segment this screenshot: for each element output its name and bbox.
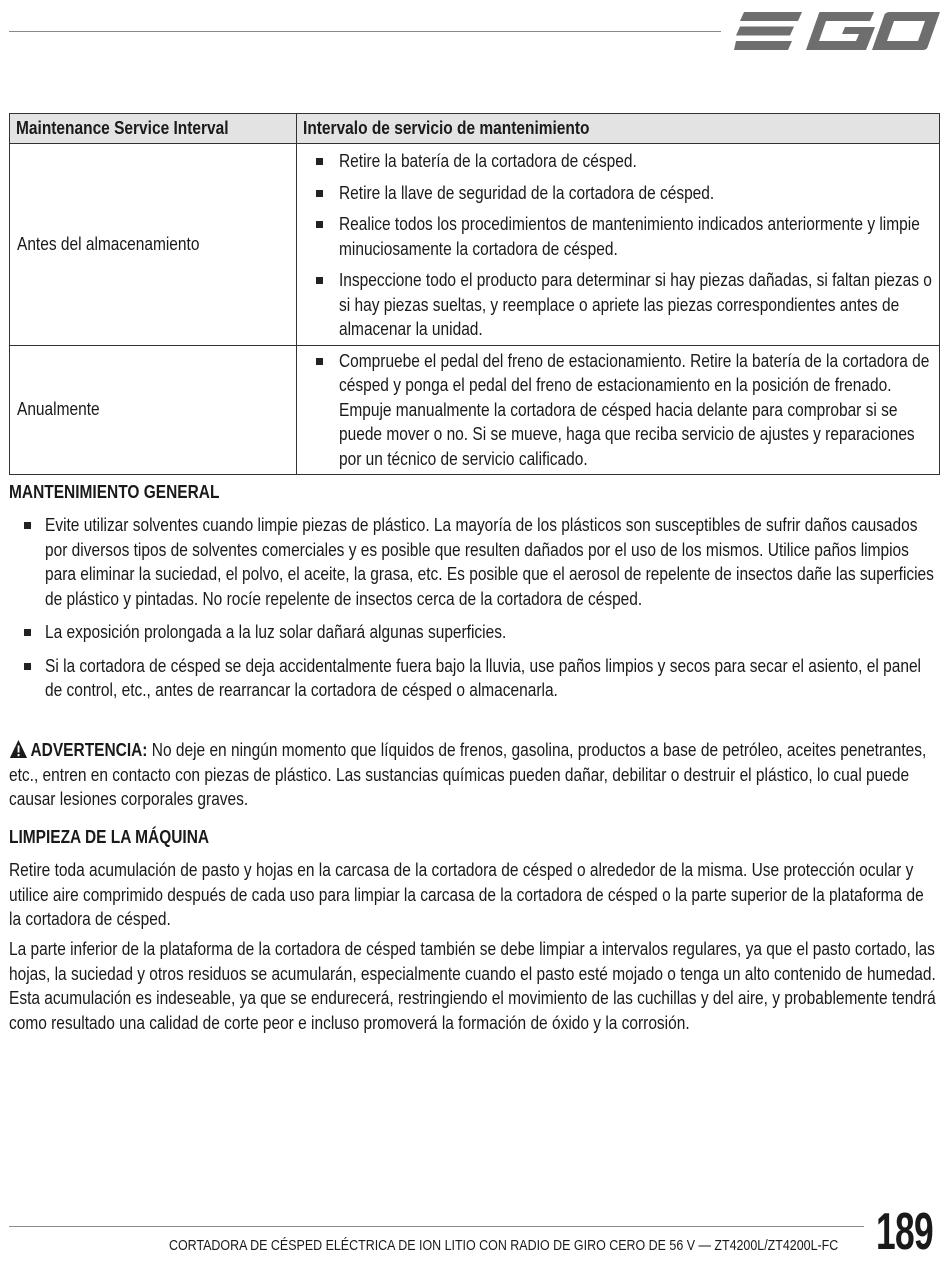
list-item: Retire la batería de la cortadora de césped. bbox=[297, 149, 939, 174]
general-maintenance-list bbox=[9, 513, 939, 712]
ego-logo bbox=[734, 8, 940, 54]
cleaning-paragraph: Retire toda acumulación de pasto y hojas en la carcasa de la cortadora de césped o alrededor de la misma. Use protección ocular y utilice aire comprimido después de cada uso para limpiar la carcasa de la cortadora de césped o la parte superior de la plataforma de la cortadora de césped. bbox=[9, 860, 924, 929]
interval-cell: Anualmente bbox=[10, 345, 297, 475]
header-rule bbox=[9, 31, 721, 32]
cleaning-paragraph: La parte inferior de la plataforma de la cortadora de césped también se debe limpiar a intervalos regulares, ya que el pasto cortado, las hojas, la suciedad y otros residuos se acumularán, especialmente cuando el pasto esté mojado o tenga un alto contenido de humedad. Esta acumulación es indeseable, ya que se endurecerá, restringiendo el movimiento de las cuchillas y del aire, y probablemente tendrá como resultado una calidad de corte peor e incluso promoverá la formación de óxido y la corrosión. bbox=[9, 939, 936, 1033]
machine-cleaning-heading: LIMPIEZA DE LA MÁQUINA bbox=[9, 827, 210, 847]
list-item: La exposición prolongada a la luz solar dañará algunas superficies. bbox=[9, 620, 939, 645]
list-item: Si la cortadora de césped se deja accidentalmente fuera bajo la lluvia, use paños limpios y secos para secar el asiento, el panel de control, etc., antes de rearrancar la cortadora de césped o almacenarla. bbox=[9, 654, 939, 703]
table-header-row bbox=[10, 114, 940, 144]
table-header-description: Intervalo de servicio de mantenimiento bbox=[297, 114, 940, 144]
general-maintenance-heading: MANTENIMIENTO GENERAL bbox=[9, 482, 220, 502]
table-row bbox=[10, 144, 940, 346]
footer-text: CORTADORA DE CÉSPED ELÉCTRICA DE ION LITIO CON RADIO DE GIRO CERO DE 56 V — ZT4200L/ZT4200L-FC bbox=[169, 1237, 839, 1254]
list-item: Retire la llave de seguridad de la cortadora de césped. bbox=[297, 181, 939, 206]
list-item: Evite utilizar solventes cuando limpie piezas de plástico. La mayoría de los plásticos son susceptibles de sufrir daños causados por diversos tipos de solventes comerciales y es posible que resulten dañados por el uso de los mismos. Utilice paños limpios para eliminar la suciedad, el polvo, el aceite, la grasa, etc. Es posible que el aerosol de repelente de insectos dañe las superficies de plástico y pintadas. No rocíe repelente de insectos cerca de la cortadora de césped. bbox=[9, 513, 939, 611]
list-item: Inspeccione todo el producto para determinar si hay piezas dañadas, si faltan piezas o si hay piezas sueltas, y reemplace o apriete las piezas correspondientes antes de almacenar la unidad. bbox=[297, 268, 939, 342]
table-header-interval: Maintenance Service Interval bbox=[10, 114, 297, 144]
warning-paragraph bbox=[9, 738, 938, 812]
warning-text: No deje en ningún momento que líquidos de frenos, gasolina, productos a base de petróleo, aceites penetrantes, etc., entren en contacto con piezas de plástico. Las sustancias químicas pueden dañar, debilitar o destruir el plástico, lo cual puede causar lesiones corporales graves. bbox=[9, 740, 927, 809]
list-item: Compruebe el pedal del freno de estacionamiento. Retire la batería de la cortadora de césped y ponga el pedal del freno de estacionamiento en la posición de frenado. Empuje manualmente la cortadora de césped hacia delante para comprobar si se puede mover o no. Si se mueve, haga que reciba servicio de ajustes y reparaciones por un técnico de servicio calificado. bbox=[297, 349, 939, 472]
maintenance-table bbox=[9, 113, 940, 475]
warning-triangle-icon bbox=[9, 739, 28, 759]
interval-cell: Antes del almacenamiento bbox=[10, 144, 297, 346]
list-item: Realice todos los procedimientos de mantenimiento indicados anteriormente y limpie minuciosamente la cortadora de césped. bbox=[297, 212, 939, 261]
warning-label: ADVERTENCIA: bbox=[30, 740, 148, 760]
tasks-cell bbox=[297, 144, 940, 346]
footer-rule bbox=[9, 1226, 864, 1227]
page-number: 189 bbox=[876, 1203, 933, 1261]
table-row bbox=[10, 345, 940, 475]
tasks-cell bbox=[297, 345, 940, 475]
